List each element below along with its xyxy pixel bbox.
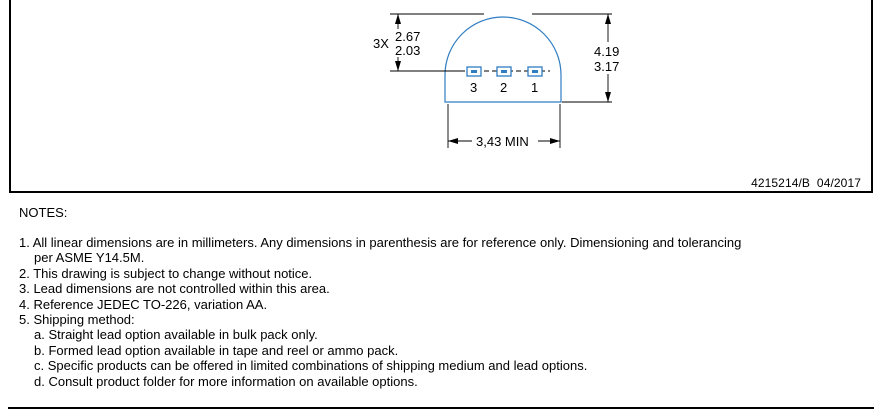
height-dim-max: 4.19: [594, 44, 620, 59]
notes-title: NOTES:: [19, 205, 68, 220]
package-outline-drawing: [0, 0, 883, 200]
bottom-rule: [8, 407, 874, 409]
lead-dim-min: 2.03: [395, 43, 421, 58]
lead-row: [460, 67, 550, 76]
note-line: 3. Lead dimensions are not controlled within this area.: [19, 281, 330, 297]
note-line: 1. All linear dimensions are in millimeters. Any dimensions in parenthesis are for reference only. Dimensioning and tolerancing: [19, 235, 742, 250]
note-line: 2. This drawing is subject to change without notice.: [19, 265, 313, 281]
drawing-number: 4215214/B 04/2017: [751, 176, 861, 190]
notes-list: [19, 235, 859, 389]
lead-dim-max: 2.67: [395, 29, 421, 44]
note-line: 5. Shipping method:: [19, 312, 135, 328]
pin-label-3: 3: [470, 80, 478, 95]
note-line: a. Straight lead option available in bulk pack only.: [34, 327, 318, 343]
note-line: b. Formed lead option available in tape and reel or ammo pack.: [34, 342, 399, 358]
pin-label-1: 1: [531, 80, 539, 95]
note-line: c. Specific products can be offered in limited combinations of shipping medium and lead options.: [34, 358, 588, 374]
height-dim-min: 3.17: [594, 59, 620, 74]
note-line: d. Consult product folder for more information on available options.: [34, 373, 418, 389]
note-line: 4. Reference JEDEC TO-226, variation AA.: [19, 296, 268, 312]
qty-label: 3X: [373, 36, 389, 51]
note-line: per ASME Y14.5M.: [34, 250, 145, 266]
pin-label-2: 2: [500, 80, 508, 95]
width-dim: 3,43 MIN: [476, 134, 529, 149]
